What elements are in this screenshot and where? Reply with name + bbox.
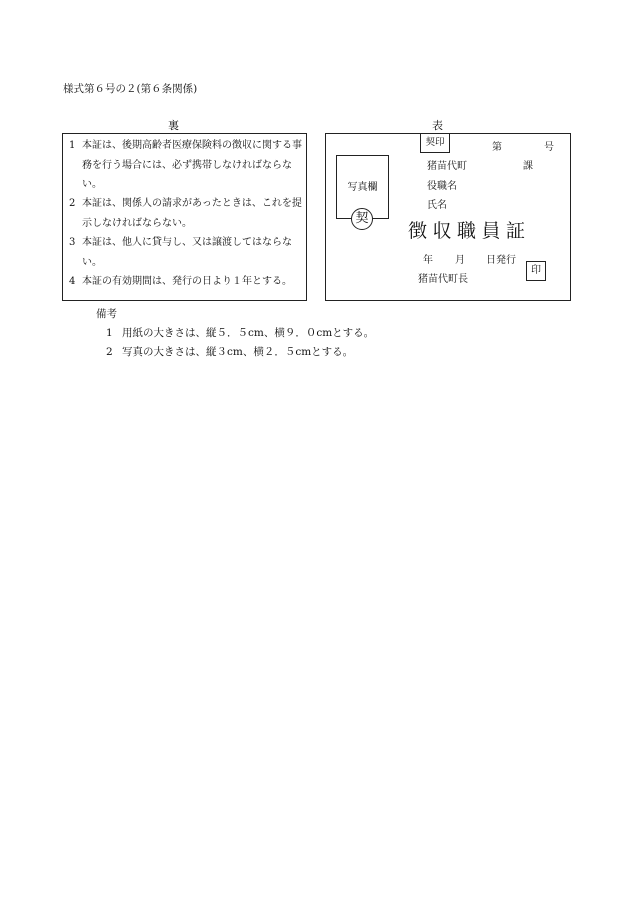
remark-text: 用紙の大きさは、縦５．５cm、横９．０cmとする。 [122, 327, 375, 339]
mayor-label: 猪苗代町長 [418, 274, 468, 285]
year-label: 年 [423, 255, 433, 266]
name-label: 氏名 [427, 200, 447, 211]
issue-date-label: 日発行 [486, 255, 516, 266]
remark-text: 写真の大きさは、縦３cm、横２．５cmとする。 [122, 346, 354, 358]
back-item-number: 2 [69, 198, 76, 209]
remarks-heading: 備考 [96, 308, 117, 320]
back-item [69, 194, 305, 233]
remark-item [106, 344, 353, 359]
back-item [69, 233, 305, 272]
card-front-panel [325, 133, 571, 301]
remark-item [106, 325, 374, 340]
month-label: 月 [455, 255, 465, 266]
card-title: 徴収職員証 [408, 220, 531, 242]
back-item-text: 本証は、後期高齢者医療保険料の徴収に関する事務を行う場合には、必ず携帯しなければならない。 [82, 140, 302, 190]
back-side-heading: 裏 [168, 119, 179, 132]
back-item-number: 1 [69, 140, 76, 151]
form-title: 様式第６号の２(第６条関係) [63, 83, 198, 95]
front-side-heading: 表 [432, 119, 443, 132]
number-dai-label: 第 [492, 142, 502, 153]
tally-seal-circle: 契 [351, 208, 373, 230]
back-item [69, 136, 305, 195]
back-item-text: 本証の有効期間は、発行の日より１年とする。 [82, 276, 292, 287]
town-label: 猪苗代町 [427, 161, 467, 172]
remark-number: 2 [106, 346, 113, 358]
official-stamp-box: 印 [526, 261, 546, 281]
number-go-label: 号 [544, 142, 554, 153]
position-label: 役職名 [427, 181, 457, 192]
back-item-text: 本証は、他人に貸与し、又は譲渡してはならない。 [82, 237, 292, 268]
remark-number: 1 [106, 327, 113, 339]
back-item-text: 本証は、関係人の請求があったときは、これを提示しなければならない。 [82, 198, 302, 229]
card-back-panel [62, 133, 307, 301]
tally-seal-box: 契印 [420, 133, 450, 153]
back-item-number: 4 [69, 276, 76, 287]
back-item-number: 3 [69, 237, 76, 248]
back-item [69, 272, 305, 292]
section-label: 課 [523, 161, 533, 172]
photo-label: 写真欄 [347, 182, 378, 193]
